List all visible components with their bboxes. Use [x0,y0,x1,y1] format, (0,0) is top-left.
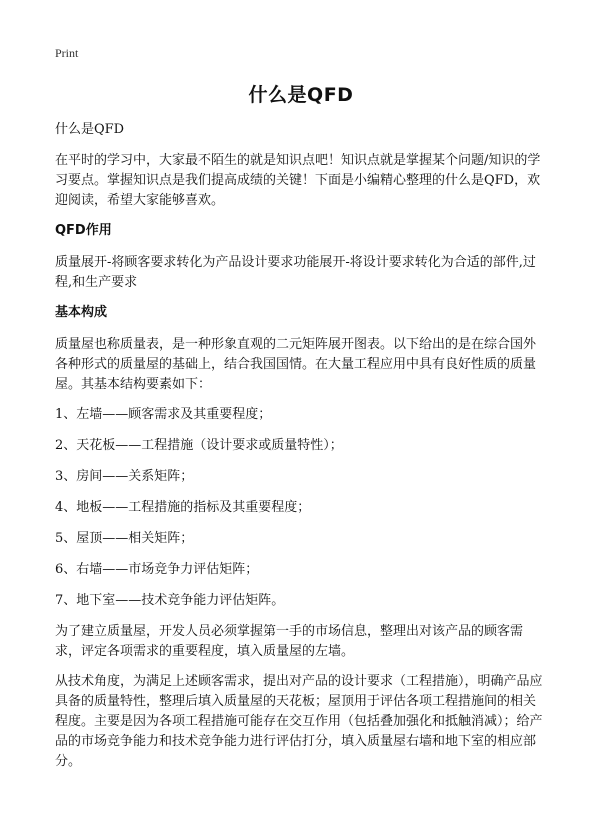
page-title: 什么是QFD [248,84,354,106]
list-item: 2、天花板——工程措施（设计要求或质量特性）； [55,438,343,453]
print-link[interactable]: Print [55,46,79,60]
list-item: 1、左墙——顾客需求及其重要程度； [55,407,272,422]
section-heading-qfd-role: QFD作用 [55,223,112,238]
section-heading-structure: 基本构成 [55,305,108,320]
list-item: 5、屋顶——相关矩阵； [55,531,194,546]
article-body [55,120,547,782]
paragraph-left-wall: 为了建立质量屋，开发人员必须掌握第一手的市场信息，整理出对该产品的顾客需求，评定各项需求的重要程度，填入质量屋的左墙。 [55,624,524,659]
article-subtitle: 什么是QFD [55,122,125,137]
list-item: 6、右墙——市场竞争力评估矩阵； [55,562,259,577]
section-paragraph-structure: 质量屋也称质量表，是一种形象直观的二元矩阵展开图表。以下给出的是在综合国外各种形式的质量屋的基础上，结合我国国情。在大量工程应用中具有良好性质的质量屋。其基本结构要素如下： [55,337,537,392]
paragraph-technical: 从技术角度，为满足上述顾客需求，提出对产品的设计要求（工程措施），明确产品应具备的质量特性，整理后填入质量屋的天花板；屋顶用于评估各项工程措施间的相关程度。主要是因为各项工程措施可能存在交互作用（包括叠加强化和抵触消减）；给产品的市场竞争能力和技术竞争能力进行评估打分，填入质量屋右墙和地下室的相应部分。 [55,674,543,769]
list-item: 3、房间——关系矩阵； [55,469,194,484]
intro-paragraph: 在平时的学习中，大家最不陌生的就是知识点吧！知识点就是掌握某个问题/知识的学习要点。掌握知识点是我们提高成绩的关键！下面是小编精心整理的什么是QFD，欢迎阅读，希望大家能够喜欢。 [55,153,541,208]
list-item: 4、地板——工程措施的指标及其重要程度； [55,500,311,515]
section-paragraph-qfd-role: 质量展开-将顾客要求转化为产品设计要求功能展开-将设计要求转化为合适的部件,过程,和生产要求 [55,255,536,290]
list-item: 7、地下室——技术竞争能力评估矩阵。 [55,593,285,608]
